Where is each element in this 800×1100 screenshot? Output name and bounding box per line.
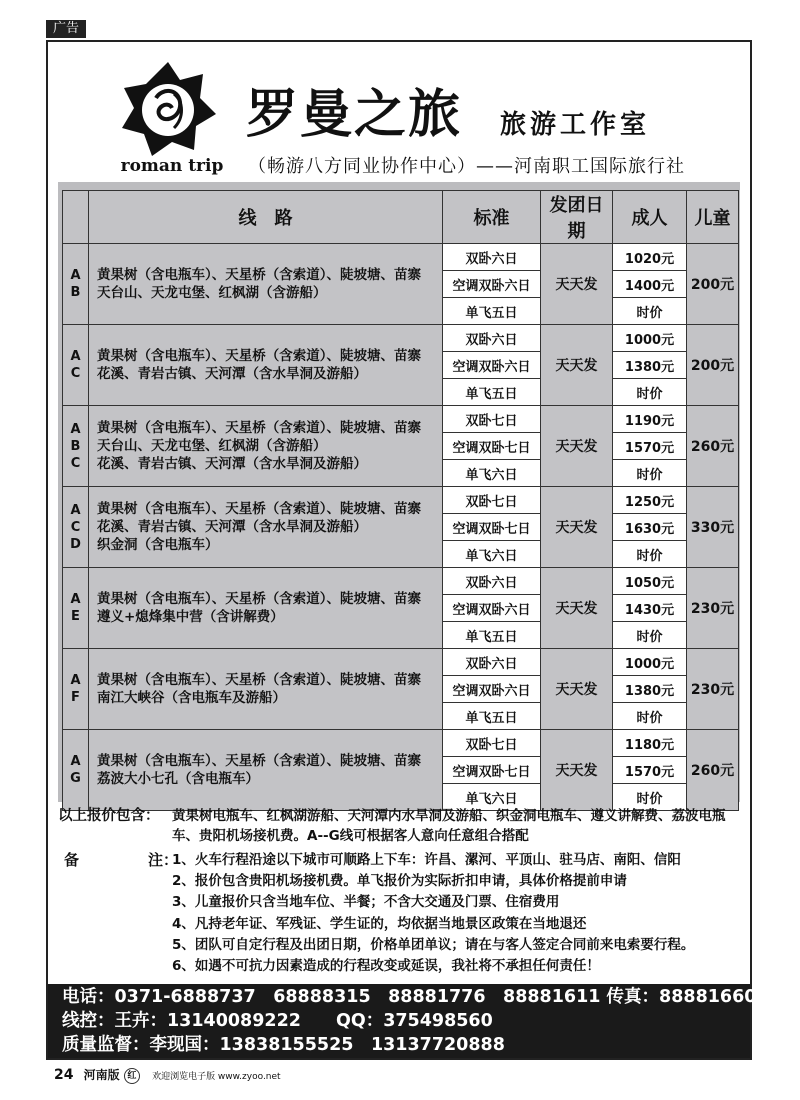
edition-label: 河南版 [83,1068,120,1082]
standard-cell: 单飞五日 [443,298,541,325]
contact-bar [48,984,757,1058]
adult-price-cell: 时价 [613,460,687,487]
standard-cell: 双卧七日 [443,406,541,433]
route-code: A C [63,325,89,406]
departure-cell: 天天发 [541,568,613,649]
standard-cell: 单飞六日 [443,784,541,811]
note-item: 1、火车行程沿途以下城市可顺路上下车：许昌、漯河、平顶山、驻马店、南阳、信阳 [172,852,681,868]
page-number: 24 [54,1067,74,1083]
standard-cell: 双卧六日 [443,568,541,595]
agency-line: （畅游八方同业协作中心）——河南职工国际旅行社 [248,156,685,177]
header-departure: 发团日期 [541,191,613,244]
child-price-cell: 200元 [687,325,739,406]
adult-price-cell: 1380元 [613,676,687,703]
adult-price-cell: 1020元 [613,244,687,271]
route-desc: 黄果树（含电瓶车）、天星桥（含索道）、陡坡塘、苗寨 荔波大小七孔（含电瓶车） [89,730,443,811]
adult-price-cell: 时价 [613,622,687,649]
standard-cell: 单飞六日 [443,460,541,487]
standard-cell: 空调双卧六日 [443,271,541,298]
adult-price-cell: 时价 [613,379,687,406]
route-desc: 黄果树（含电瓶车）、天星桥（含索道）、陡坡塘、苗寨 天台山、天龙屯堡、红枫湖（含游船） 花溪、青岩古镇、天河潭（含水旱洞及游船） [89,406,443,487]
note-item: 3、儿童报价只含当地车位、半餐；不含大交通及门票、住宿费用 [172,894,560,911]
standard-cell: 单飞六日 [443,541,541,568]
header-adult: 成人 [613,191,687,244]
adult-price-cell: 时价 [613,784,687,811]
route-code: A F [63,649,89,730]
child-price-cell: 330元 [687,487,739,568]
departure-cell: 天天发 [541,325,613,406]
adult-price-cell: 1430元 [613,595,687,622]
standard-cell: 空调双卧七日 [443,433,541,460]
adult-price-cell: 1000元 [613,325,687,352]
adult-price-cell: 1570元 [613,433,687,460]
standard-cell: 双卧七日 [443,487,541,514]
child-price-cell: 260元 [687,406,739,487]
contact-supervisor: 质量监督：李现国：13838155525 13137720888 [62,1035,505,1055]
standard-cell: 双卧六日 [443,325,541,352]
included-text: 黄果树电瓶车、红枫湖游船、天河潭内水旱洞及游船、织金洞电瓶车、遵义讲解费、荔波电瓶车、贵阳机场接机费。A--G线可根据客人意向任意组合搭配 [172,808,726,844]
notes-label-a: 备 [64,851,80,869]
roman-trip-logo-icon [118,58,218,158]
table-row [63,568,739,595]
route-code: A C D [63,487,89,568]
standard-cell: 双卧七日 [443,730,541,757]
route-code: A B [63,244,89,325]
table-row [63,325,739,352]
table-row [63,406,739,433]
table-row [63,487,739,514]
page-footer [54,1066,281,1084]
table-header-row [63,191,739,244]
edition-badge-icon: 红 [124,1068,140,1084]
logo-english-text: roman trip [120,156,224,176]
brand-name: 罗曼之旅 [246,84,463,145]
ad-tag: 广告 [46,20,86,38]
standard-cell: 空调双卧七日 [443,757,541,784]
standard-cell: 双卧六日 [443,649,541,676]
adult-price-cell: 1000元 [613,649,687,676]
adult-price-cell: 1570元 [613,757,687,784]
note-item: 5、团队可自定行程及出团日期，价格单团单议；请在与客人签定合同前来电索要行程。 [172,936,695,953]
contact-phone: 电话：0371-6888737 68888315 88881776 88881611 传真：88881660 [62,987,757,1007]
note-item: 2、报价包含贵阳机场接机费。单飞报价为实际折扣申请，具体价格提前申请 [172,873,627,890]
table-row [63,649,739,676]
standard-cell: 单飞五日 [443,622,541,649]
adult-price-cell: 时价 [613,541,687,568]
table-row [63,730,739,757]
adult-price-cell: 时价 [613,298,687,325]
departure-cell: 天天发 [541,406,613,487]
departure-cell: 天天发 [541,487,613,568]
price-table [62,190,739,811]
price-table-panel [58,182,740,807]
adult-price-cell: 1400元 [613,271,687,298]
standard-cell: 空调双卧七日 [443,514,541,541]
departure-cell: 天天发 [541,649,613,730]
route-code: A B C [63,406,89,487]
child-price-cell: 230元 [687,649,739,730]
adult-price-cell: 1380元 [613,352,687,379]
adult-price-cell: 1250元 [613,487,687,514]
route-desc: 黄果树（含电瓶车）、天星桥（含索道）、陡坡塘、苗寨 花溪、青岩古镇、天河潭（含水旱洞及游船） [89,325,443,406]
adult-price-cell: 1180元 [613,730,687,757]
route-desc: 黄果树（含电瓶车）、天星桥（含索道）、陡坡塘、苗寨 花溪、青岩古镇、天河潭（含水旱洞及游船） 织金洞（含电瓶车） [89,487,443,568]
adult-price-cell: 1630元 [613,514,687,541]
route-code: A E [63,568,89,649]
note-item: 4、凡持老年证、军残证、学生证的，均依据当地景区政策在当地退还 [172,915,587,932]
standard-cell: 空调双卧六日 [443,676,541,703]
standard-cell: 单飞五日 [443,703,541,730]
note-item: 6、如遇不可抗力因素造成的行程改变或延误，我社将不承担任何责任！ [172,958,600,975]
notes-label-b: 注： [148,851,179,869]
departure-cell: 天天发 [541,244,613,325]
departure-cell: 天天发 [541,730,613,811]
child-price-cell: 260元 [687,730,739,811]
child-price-cell: 200元 [687,244,739,325]
adult-price-cell: 1050元 [613,568,687,595]
header-child: 儿童 [687,191,739,244]
standard-cell: 空调双卧六日 [443,595,541,622]
route-desc: 黄果树（含电瓶车）、天星桥（含索道）、陡坡塘、苗寨 天台山、天龙屯堡、红枫湖（含游船） [89,244,443,325]
header-standard: 标准 [443,191,541,244]
included-label: 以上报价包含： [58,808,160,824]
standard-cell: 空调双卧六日 [443,352,541,379]
site-link[interactable]: 欢迎浏览电子版 www.zyoo.net [152,1072,281,1082]
route-code: A G [63,730,89,811]
route-desc: 黄果树（含电瓶车）、天星桥（含索道）、陡坡塘、苗寨 南江大峡谷（含电瓶车及游船） [89,649,443,730]
contact-line-control: 线控：王卉：13140089222 QQ：375498560 [62,1011,493,1031]
header-blank [63,191,89,244]
header-route: 线 路 [89,191,443,244]
adult-price-cell: 1190元 [613,406,687,433]
child-price-cell: 230元 [687,568,739,649]
adult-price-cell: 时价 [613,703,687,730]
brand-subtitle: 旅游工作室 [500,110,651,140]
table-row [63,244,739,271]
standard-cell: 双卧六日 [443,244,541,271]
route-desc: 黄果树（含电瓶车）、天星桥（含索道）、陡坡塘、苗寨 遵义+熄烽集中营（含讲解费） [89,568,443,649]
standard-cell: 单飞五日 [443,379,541,406]
